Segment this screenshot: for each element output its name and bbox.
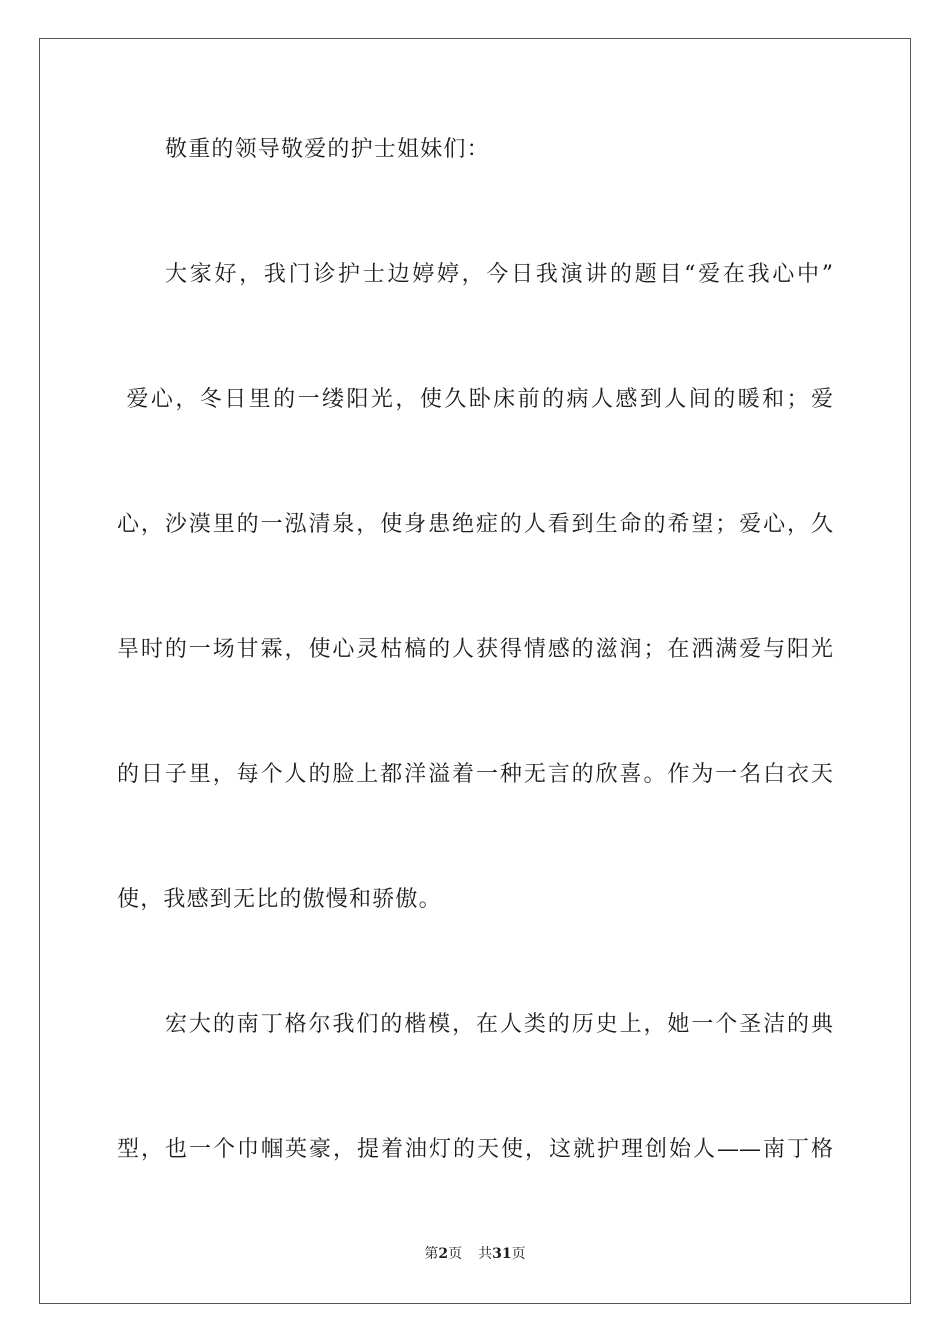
page-number: 2 — [438, 1246, 449, 1262]
body-line-1: 爱心，冬日里的一缕阳光，使久卧床前的病人感到人间的暖和；爱 — [117, 387, 833, 412]
total-suffix: 页 — [511, 1246, 526, 1262]
salutation-line: 敬重的领导敬爱的护士姐妹们： — [165, 137, 490, 162]
page-suffix: 页 — [448, 1246, 463, 1262]
page-border — [39, 38, 911, 1304]
total-prefix: 共 — [478, 1246, 493, 1262]
body-line-5: 使，我感到无比的傲慢和骄傲。 — [117, 887, 442, 912]
body-line-4: 的日子里，每个人的脸上都洋溢着一种无言的欣喜。作为一名白衣天 — [117, 762, 833, 787]
body-line-7: 型，也一个巾帼英豪，提着油灯的天使，这就护理创始人——南丁格 — [117, 1137, 833, 1162]
body-line-6: 宏大的南丁格尔我们的楷模，在人类的历史上，她一个圣洁的典 — [165, 1012, 833, 1037]
body-line-2: 心，沙漠里的一泓清泉，使身患绝症的人看到生命的希望；爱心，久 — [117, 512, 833, 537]
total-pages: 31 — [492, 1246, 512, 1262]
body-line-3: 旱时的一场甘霖，使心灵枯槁的人获得情感的滋润；在洒满爱与阳光 — [117, 637, 833, 662]
page-footer — [0, 1244, 950, 1264]
intro-line: 大家好，我门诊护士边婷婷，今日我演讲的题目“爱在我心中” — [165, 262, 833, 287]
page-prefix: 第 — [424, 1246, 439, 1262]
